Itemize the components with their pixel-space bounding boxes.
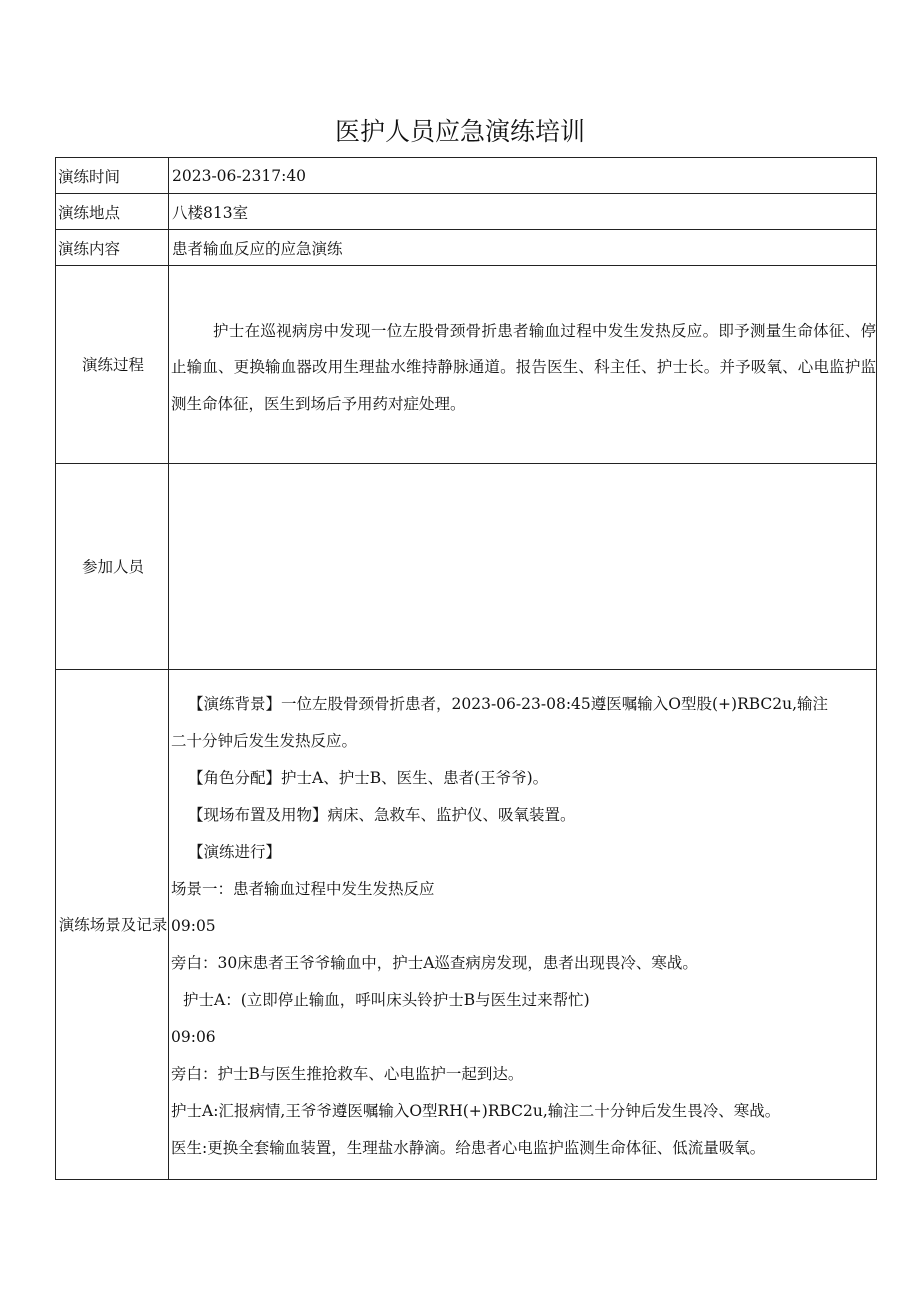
record-line: 旁白：30床患者王爷爷输血中，护士A巡查病房发现，患者出现畏冷、寒战。 (171, 954, 698, 972)
record-line: 【现场布置及用物】病床、急救车、监护仪、吸氧装置。 (188, 806, 576, 824)
content-label: 演练内容 (56, 230, 169, 266)
place-label: 演练地点 (56, 194, 169, 230)
table-row-content (56, 230, 877, 266)
record-line: 二十分钟后发生发热反应。 (171, 732, 358, 750)
time-label: 演练时间 (56, 158, 169, 194)
table-row-participants (56, 464, 877, 670)
process-cell (169, 266, 877, 464)
record-line: 【演练进行】 (188, 843, 282, 861)
record-line: 【演练背景】一位左股骨颈骨折患者，2023-06-23-08:45遵医嘱输入O型股(+)RBC2u,输注 (188, 695, 829, 713)
process-text: 护士在巡视病房中发现一位左股骨颈骨折患者输血过程中发生发热反应。即予测量生命体征、停止输血、更换输血器改用生理盐水维持静脉通道。报告医生、科主任、护士长。并予吸氧、心电监护监测生命体征，医生到场后予用药对症处理。 (171, 321, 876, 413)
record-line: 护士A:汇报病情,王爷爷遵医嘱输入O型RH(+)RBC2u,输注二十分钟后发生畏冷、寒战。 (171, 1102, 781, 1120)
record-line: 护士A：(立即停止输血，呼叫床头铃护士B与医生过来帮忙) (183, 991, 590, 1009)
process-label: 演练过程 (56, 266, 169, 464)
record-line: 09:05 (171, 917, 216, 935)
table-row-process (56, 266, 877, 464)
record-line: 医生:更换全套输血装置，生理盐水静滴。给患者心电监护监测生命体征、低流量吸氧。 (171, 1139, 766, 1157)
page-title: 医护人员应急演练培训 (334, 117, 585, 146)
participants-value (169, 464, 877, 670)
record-line: 旁白：护士B与医生推抢救车、心电监护一起到达。 (171, 1065, 524, 1083)
drill-record-table (55, 157, 877, 1180)
table-row-record (56, 670, 877, 1180)
record-line: 【角色分配】护士A、护士B、医生、患者(王爷爷)。 (188, 769, 549, 787)
time-value: 2023-06-2317:40 (169, 158, 877, 194)
record-line: 场景一：患者输血过程中发生发热反应 (171, 880, 435, 898)
table-row-place (56, 194, 877, 230)
table-row-time (56, 158, 877, 194)
record-label: 演练场景及记录 (56, 670, 169, 1180)
content-value: 患者输血反应的应急演练 (169, 230, 877, 266)
place-value: 八楼813室 (169, 194, 877, 230)
record-cell (169, 670, 877, 1180)
participants-label: 参加人员 (56, 464, 169, 670)
record-line: 09:06 (171, 1028, 216, 1046)
